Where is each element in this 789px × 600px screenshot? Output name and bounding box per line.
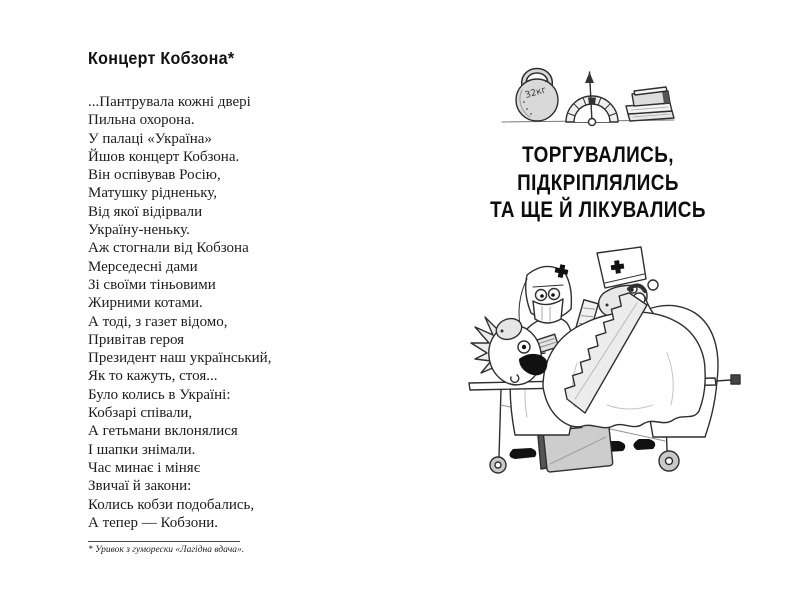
poem-line: Мерседесні дами	[88, 258, 198, 275]
poem-line: І шапки знімали.	[88, 441, 196, 458]
books-icon	[626, 87, 674, 121]
kettlebell-weight-label: 32кг	[524, 85, 548, 101]
footnote: * Уривок з гуморески «Лагідна вдача».	[88, 545, 245, 555]
poem-line: А гетьмани вклонялися	[88, 423, 238, 440]
poem-line: Зі своїми тіньовими	[88, 276, 216, 293]
poem-line: Жирними котами.	[88, 295, 203, 312]
poem-line: А тоді, з газет відомо,	[88, 313, 228, 330]
poem-title: Концерт Кобзона*	[88, 48, 235, 68]
poem-line: Як то кажуть, стоя...	[88, 368, 218, 385]
chapter-title-line: ТОРГУВАЛИСЬ,	[522, 142, 674, 167]
poem-line: Було колись в Україні:	[88, 386, 231, 403]
poem-line: ...Пантрувала кожні двері	[88, 94, 251, 110]
chapter-title	[475, 141, 720, 224]
poem-line: Від якої відірвали	[88, 203, 203, 220]
chapter-title-line: ТА ЩЕ Й ЛІКУВАЛИСЬ	[490, 197, 706, 222]
poem-line: У палаці «Україна»	[88, 130, 212, 147]
poem-line: Колись кобзи подобались,	[88, 496, 255, 513]
poem-line: Президент наш український,	[88, 350, 272, 367]
poem-line: Кобзарі співали,	[88, 405, 193, 422]
poem-line: Пильна охорона.	[88, 112, 195, 129]
poem-line: Матушку рідненьку,	[88, 185, 218, 202]
chapter-title-line: ПІДКРІПЛЯЛИСЬ	[517, 169, 679, 195]
poem-line: Йшов концерт Кобзона.	[88, 148, 240, 165]
poem-line: Він оспівував Росію,	[88, 167, 221, 184]
surgeons-cartoon-illustration	[457, 243, 747, 488]
poem-line: Час минає і міняє	[88, 459, 201, 476]
gauge-icon	[566, 72, 618, 126]
poem-line: Звичаї й закони:	[88, 478, 192, 495]
poem-line: Привітав героя	[88, 331, 185, 348]
vignette-illustration	[500, 54, 680, 130]
poem-line: Україну-неньку.	[88, 222, 190, 239]
poem-line: А тепер — Кобзони.	[88, 514, 219, 531]
poem-line: Аж стогнали від Кобзона	[88, 240, 249, 257]
